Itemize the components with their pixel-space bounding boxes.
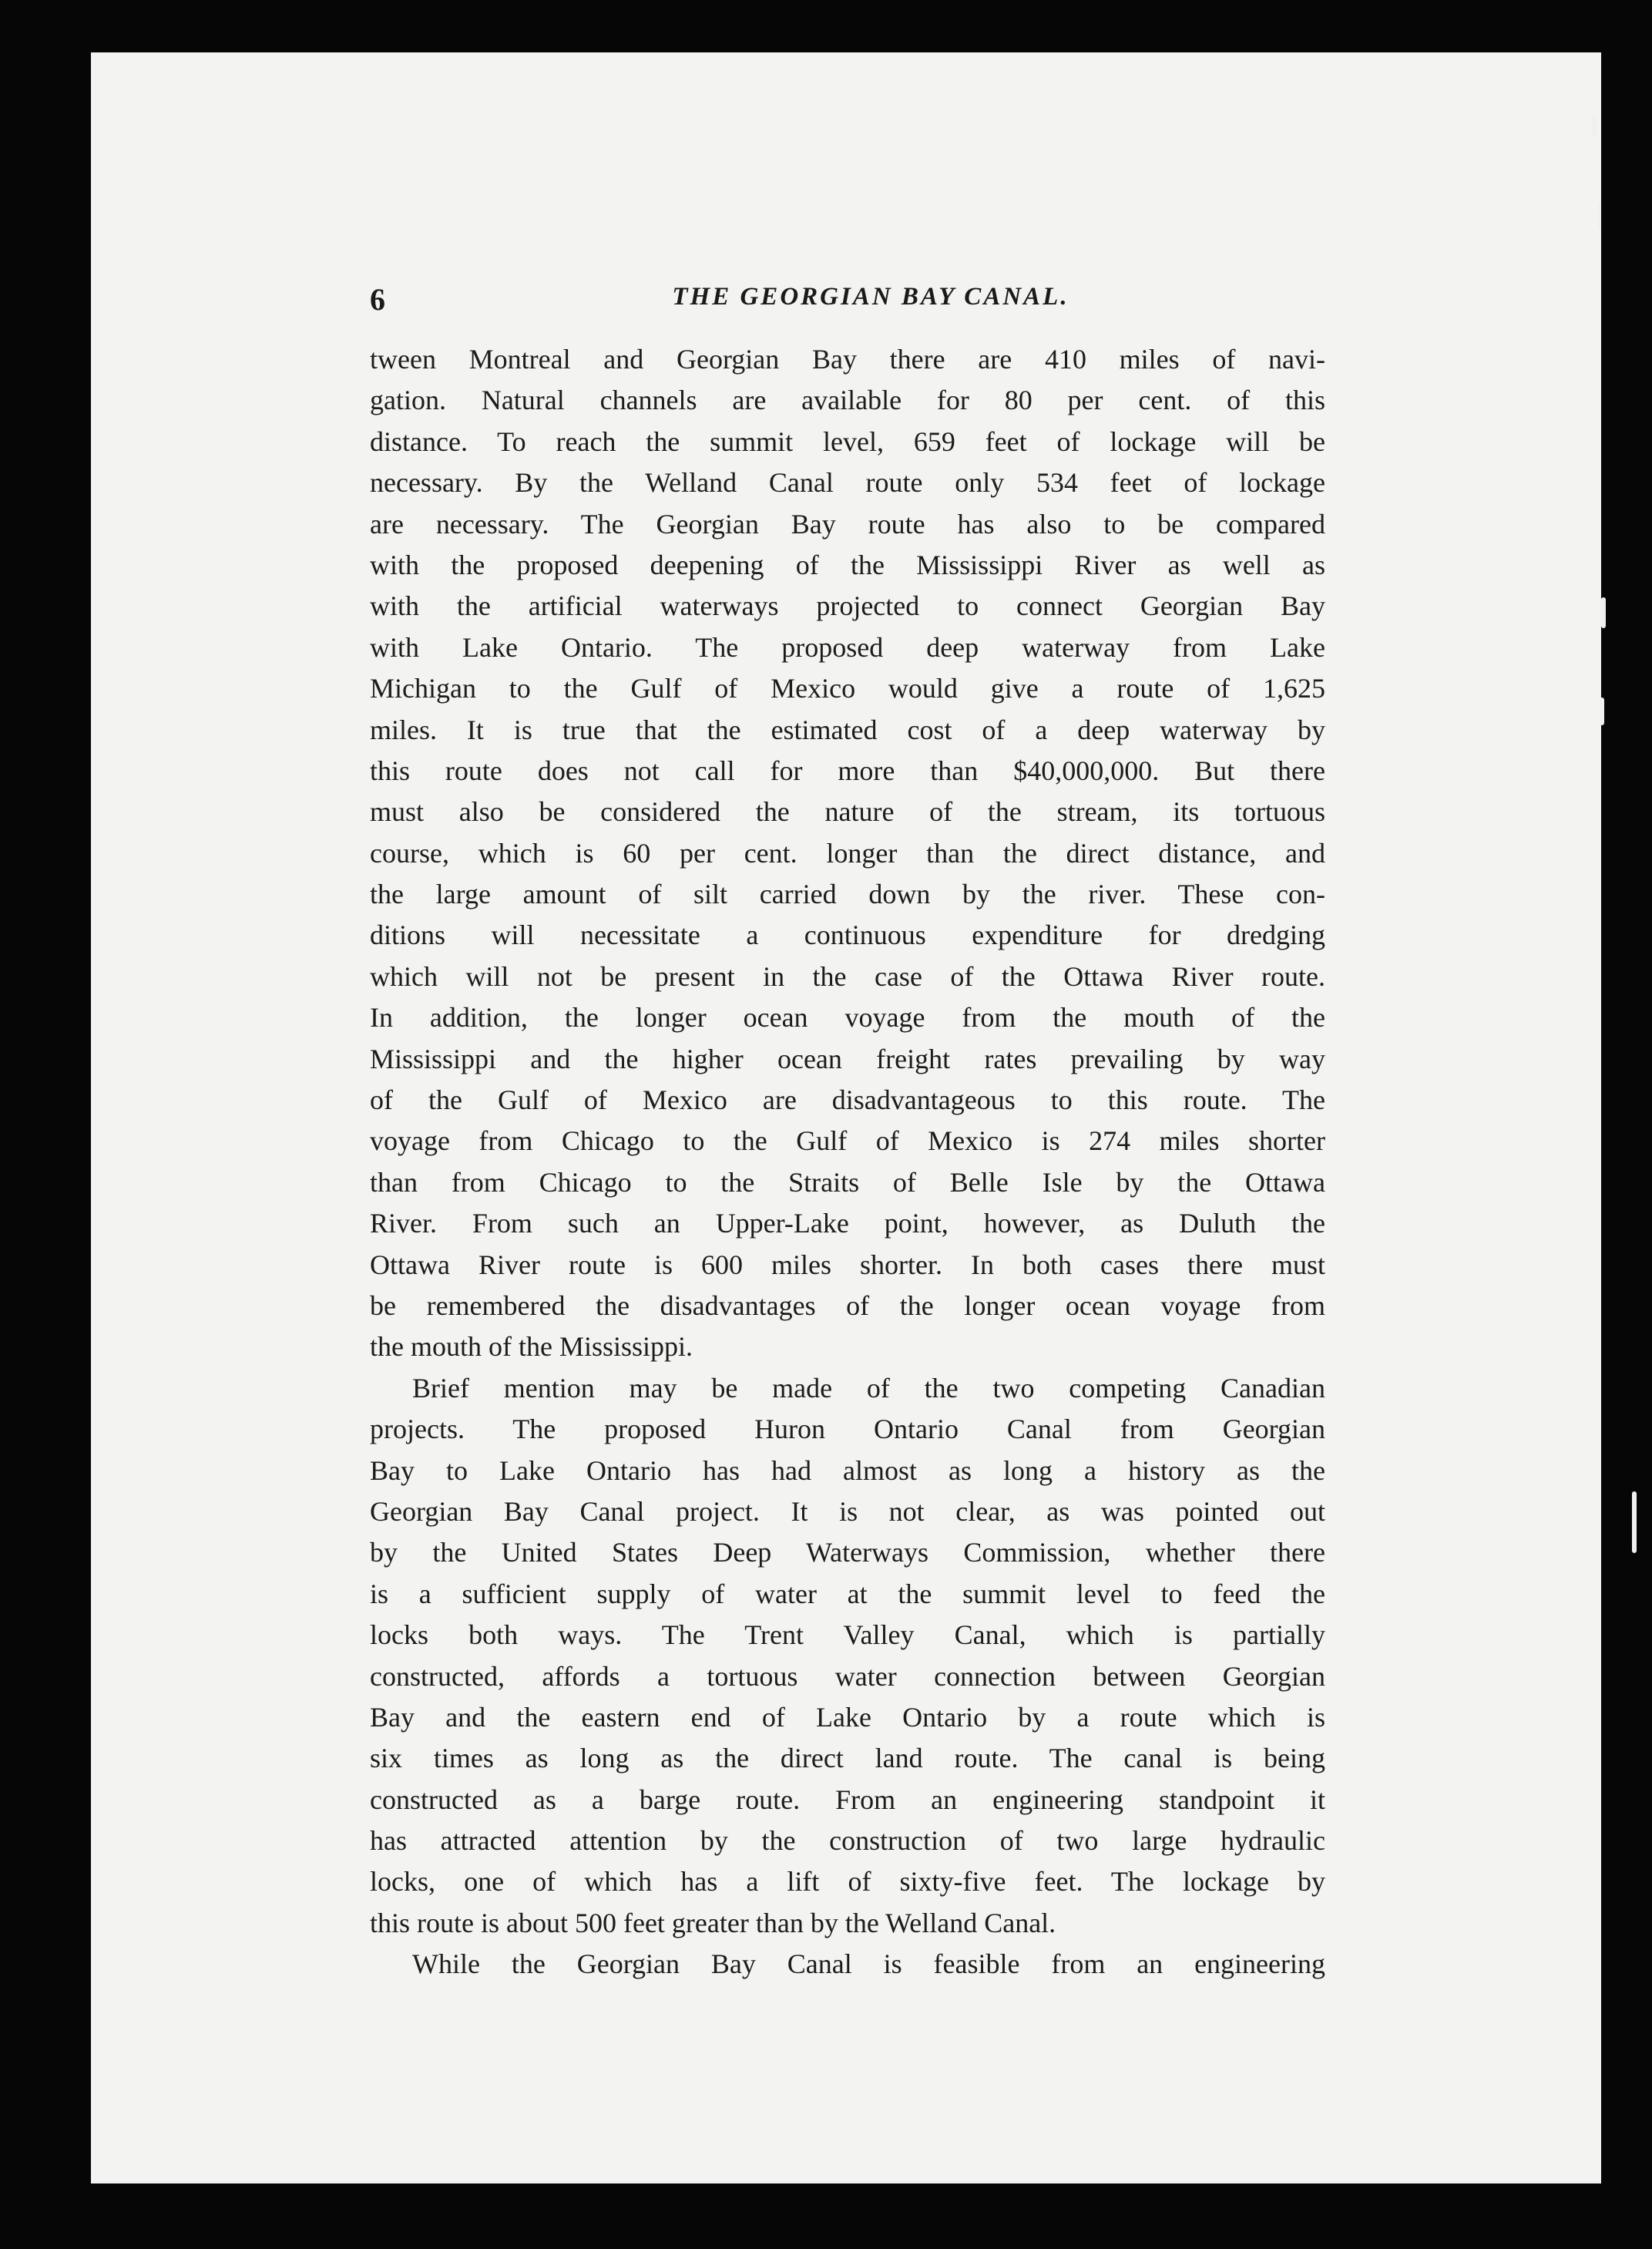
text-line: six times as long as the direct land route. The canal is being [370, 1743, 1325, 1774]
text-line: River. From such an Upper-Lake point, however, as Duluth the [370, 1208, 1325, 1239]
text-line: miles. It is true that the estimated cost of a deep waterway by [370, 714, 1325, 745]
text-line: tween Montreal and Georgian Bay there are 410 miles of navi- [370, 344, 1325, 375]
text-line: be remembered the disadvantages of the longer ocean voyage from [370, 1289, 1325, 1321]
text-line: locks both ways. The Trent Valley Canal, which is partially [370, 1619, 1325, 1651]
text-line: with the proposed deepening of the Mississippi River as well as [370, 549, 1325, 580]
scan-mark [1592, 114, 1597, 137]
text-line: this route does not call for more than $40,000,000. But there [370, 755, 1325, 786]
text-line: has attracted attention by the construction of two large hydraulic [370, 1825, 1325, 1857]
text-line: Bay to Lake Ontario has had almost as long a history as the [370, 1454, 1325, 1486]
text-line: Bay and the eastern end of Lake Ontario by a route which is [370, 1701, 1325, 1733]
text-line: with Lake Ontario. The proposed deep waterway from Lake [370, 631, 1325, 663]
text-line: is a sufficient supply of water at the summit level to feed the [370, 1578, 1325, 1609]
text-line: constructed, affords a tortuous water connection between Georgian [370, 1660, 1325, 1692]
running-head [370, 281, 1333, 320]
text-line: ditions will necessitate a continuous expenditure for dredging [370, 919, 1325, 951]
text-line: gation. Natural channels are available for 80 per cent. of this [370, 385, 1325, 416]
text-line: Georgian Bay Canal project. It is not clear, as was pointed out [370, 1495, 1325, 1527]
text-line: are necessary. The Georgian Bay route has also to be compared [370, 508, 1325, 540]
text-line: must also be considered the nature of the stream, its tortuous [370, 796, 1325, 828]
text-line: with the artificial waterways projected to connect Georgian Bay [370, 590, 1325, 622]
text-line: the mouth of the Mississippi. [370, 1331, 693, 1363]
text-line: Brief mention may be made of the two competing Canadian [412, 1372, 1325, 1404]
body-text [370, 339, 1325, 1985]
text-line: constructed as a barge route. From an engineering standpoint it [370, 1783, 1325, 1815]
text-line: Ottawa River route is 600 miles shorter. In both cases there must [370, 1249, 1325, 1280]
text-line: locks, one of which has a lift of sixty-five feet. The lockage by [370, 1866, 1325, 1898]
text-line: distance. To reach the summit level, 659 feet of lockage will be [370, 425, 1325, 457]
scan-mark [1632, 1491, 1637, 1553]
running-title: THE GEORGIAN BAY CANAL. [672, 283, 1069, 311]
page-number: 6 [370, 282, 385, 317]
text-line: the large amount of silt carried down by the river. These con- [370, 879, 1325, 910]
text-line: In addition, the longer ocean voyage from the mouth of the [370, 1002, 1325, 1034]
text-line: course, which is 60 per cent. longer than the direct distance, and [370, 837, 1325, 869]
scan-mark [1598, 204, 1601, 229]
scan-mark [1601, 597, 1606, 628]
text-line: Mississippi and the higher ocean freight rates prevailing by way [370, 1043, 1325, 1074]
text-line: than from Chicago to the Straits of Belle Isle by the Ottawa [370, 1166, 1325, 1198]
text-line: by the United States Deep Waterways Commission, whether there [370, 1537, 1325, 1568]
text-line: projects. The proposed Huron Ontario Canal from Georgian [370, 1414, 1325, 1445]
text-line: Michigan to the Gulf of Mexico would give a route of 1,625 [370, 673, 1325, 704]
text-line: While the Georgian Bay Canal is feasible from an engineering [412, 1948, 1325, 1980]
text-line: which will not be present in the case of the Ottawa River route. [370, 960, 1325, 992]
text-line: necessary. By the Welland Canal route only 534 feet of lockage [370, 467, 1325, 499]
text-line: voyage from Chicago to the Gulf of Mexico is 274 miles shorter [370, 1125, 1325, 1157]
text-line: this route is about 500 feet greater than by the Welland Canal. [370, 1907, 1056, 1938]
text-line: of the Gulf of Mexico are disadvantageous to this route. The [370, 1084, 1325, 1116]
scan-mark [1600, 698, 1604, 725]
